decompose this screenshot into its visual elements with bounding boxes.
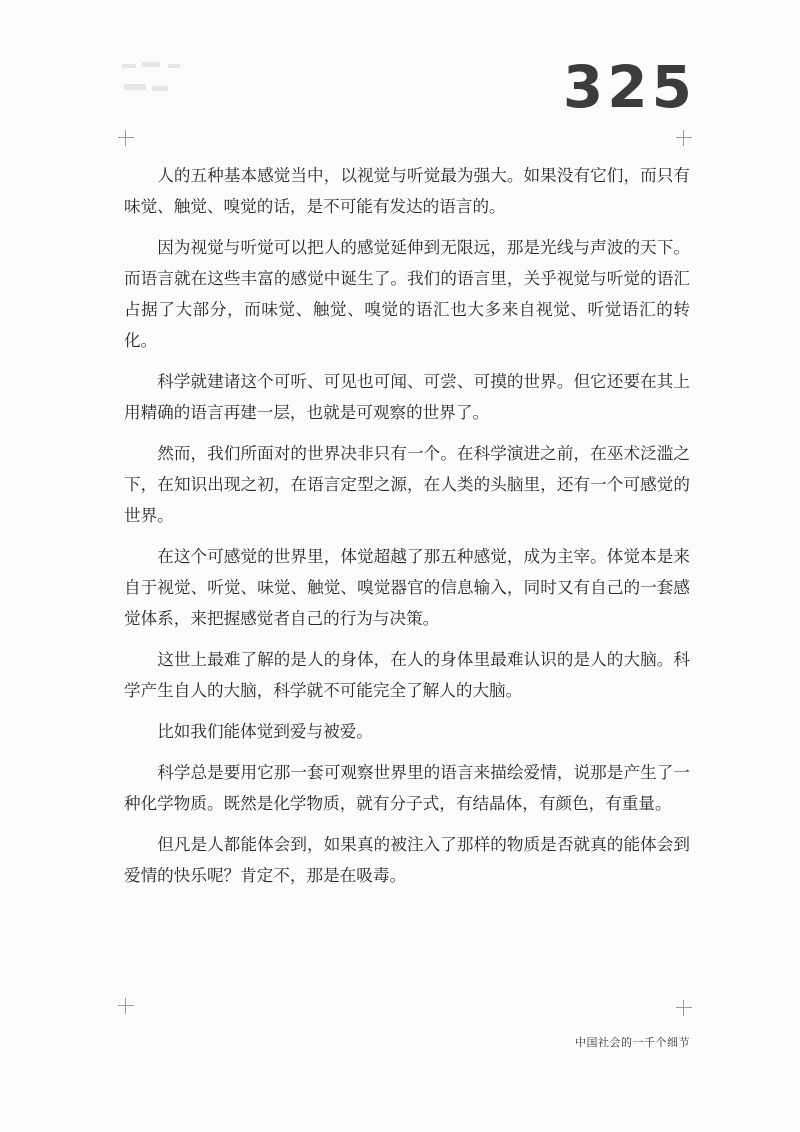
body-text: [124, 160, 690, 901]
running-footer: 中国社会的一千个细节: [575, 1036, 690, 1049]
page-number: 325: [562, 53, 696, 121]
paragraph: 人的五种基本感觉当中，以视觉与听觉最为强大。如果没有它们，而只有味觉、触觉、嗅觉的话，是不可能有发达的语言的。: [124, 166, 690, 216]
paragraph: 因为视觉与听觉可以把人的感觉延伸到无限远，那是光线与声波的天下。而语言就在这些丰富的感觉中诞生了。我们的语言里，关乎视觉与听觉的语汇占据了大部分，而味觉、触觉、嗅觉的语汇也大多来自视觉、听觉语汇的转化。: [124, 238, 690, 350]
paragraph: 在这个可感觉的世界里，体觉超越了那五种感觉，成为主宰。体觉本是来自于视觉、听觉、味觉、触觉、嗅觉器官的信息输入，同时又有自己的一套感觉体系，来把握感觉者自己的行为与决策。: [124, 547, 690, 628]
paragraph: 比如我们能体觉到爱与被爱。: [157, 722, 373, 741]
crop-mark-bottom-left: [118, 998, 134, 1014]
crop-mark-top-left: [118, 130, 134, 146]
crop-mark-bottom-right: [676, 1000, 692, 1016]
paragraph: 科学总是要用它那一套可观察世界里的语言来描绘爱情，说那是产生了一种化学物质。既然是化学物质，就有分子式，有结晶体，有颜色，有重量。: [124, 763, 690, 813]
paragraph: 但凡是人都能体会到，如果真的被注入了那样的物质是否就真的能体会到爱情的快乐呢？肯定不，那是在吸毒。: [124, 835, 690, 885]
paragraph: 然而，我们所面对的世界决非只有一个。在科学演进之前，在巫术泛滥之下，在知识出现之初，在语言定型之源，在人类的头脑里，还有一个可感觉的世界。: [124, 444, 690, 525]
paragraph: 这世上最难了解的是人的身体，在人的身体里最难认识的是人的大脑。科学产生自人的大脑，科学就不可能完全了解人的大脑。: [124, 650, 690, 700]
paragraph: 科学就建诸这个可听、可见也可闻、可尝、可摸的世界。但它还要在其上用精确的语言再建一层，也就是可观察的世界了。: [124, 372, 690, 422]
crop-mark-top-right: [676, 130, 692, 146]
faint-print-mark: [118, 58, 208, 104]
